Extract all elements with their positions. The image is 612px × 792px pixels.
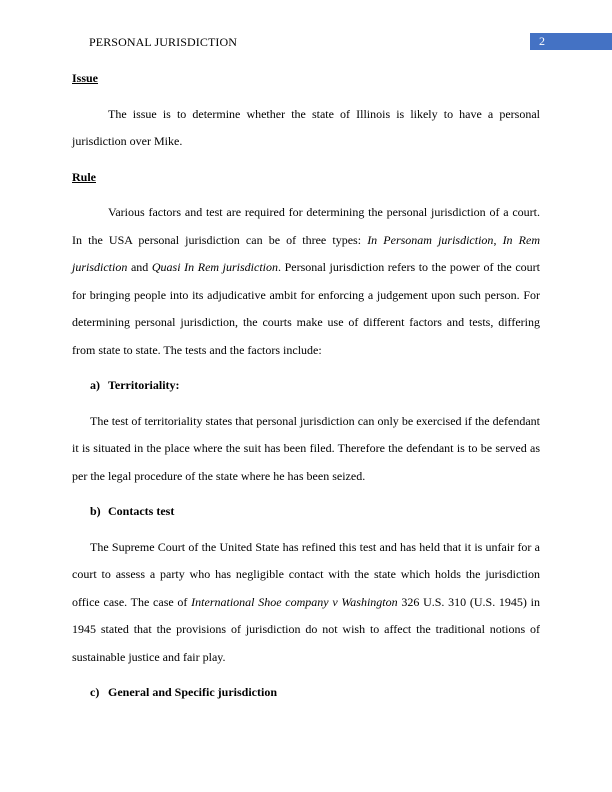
general-specific-marker: c)	[90, 685, 100, 699]
territoriality-heading	[90, 372, 540, 400]
page-number-badge	[530, 33, 612, 50]
territoriality-paragraph: The test of territoriality states that personal jurisdiction can only be exercised if the defendant it is situated in the place where the suit has been filed. Therefore the defendant is to be served as per the legal procedure of the state where he has been seized.	[72, 413, 540, 483]
contacts-marker: b)	[90, 504, 101, 518]
contacts-paragraph	[72, 534, 540, 672]
contacts-title: Contacts test	[108, 504, 175, 518]
contacts-text-2: 326 U.S. 310 (U.S. 1945) in 1945 stated that the provisions of jurisdiction do not wish to affect the traditional notions of sustainable justice and fair play.	[72, 594, 540, 664]
issue-heading: Issue	[72, 71, 99, 85]
rule-italic-quasi-in-rem: Quasi In Rem jurisdiction	[151, 260, 279, 274]
contacts-case-name: International Shoe company v Washington	[191, 594, 398, 609]
rule-text-3: and	[127, 260, 152, 274]
general-specific-heading	[90, 679, 540, 707]
rule-heading: Rule	[72, 169, 96, 184]
general-specific-title: General and Specific jurisdiction	[108, 685, 277, 699]
rule-text-4: . Personal jurisdiction refers to the power of the court for bringing people into its adjudicative ambit for enforcing a judgement upon such person. For determining personal jurisdiction, the courts make use of different factors and tests, differing from state to state. The tests and the factors include:	[72, 260, 541, 357]
territoriality-title: Territoriality:	[108, 378, 180, 392]
contacts-heading	[90, 498, 540, 526]
rule-italic-in-personam: In Personam jurisdiction	[367, 232, 494, 247]
issue-paragraph: The issue is to determine whether the state of Illinois is likely to have a personal jurisdiction over Mike.	[72, 106, 540, 148]
page-number: 2	[539, 34, 545, 48]
contacts-text-1: The Supreme Court of the United State has refined this test and has held that it is unfair for a court to assess a party who has negligible contact with the state which holds the jurisdiction office case. The case of	[72, 539, 540, 609]
rule-italic-in-rem: In Rem jurisdiction	[72, 232, 541, 274]
rule-text-2: ,	[493, 232, 503, 247]
rule-text-1: Various factors and test are required for determining the personal jurisdiction of a court. In the USA personal jurisdiction can be of three types:	[72, 205, 540, 247]
document-body	[72, 65, 540, 707]
running-header-title: PERSONAL JURISDICTION	[89, 35, 237, 49]
territoriality-marker: a)	[90, 378, 100, 392]
rule-paragraph	[72, 199, 540, 364]
